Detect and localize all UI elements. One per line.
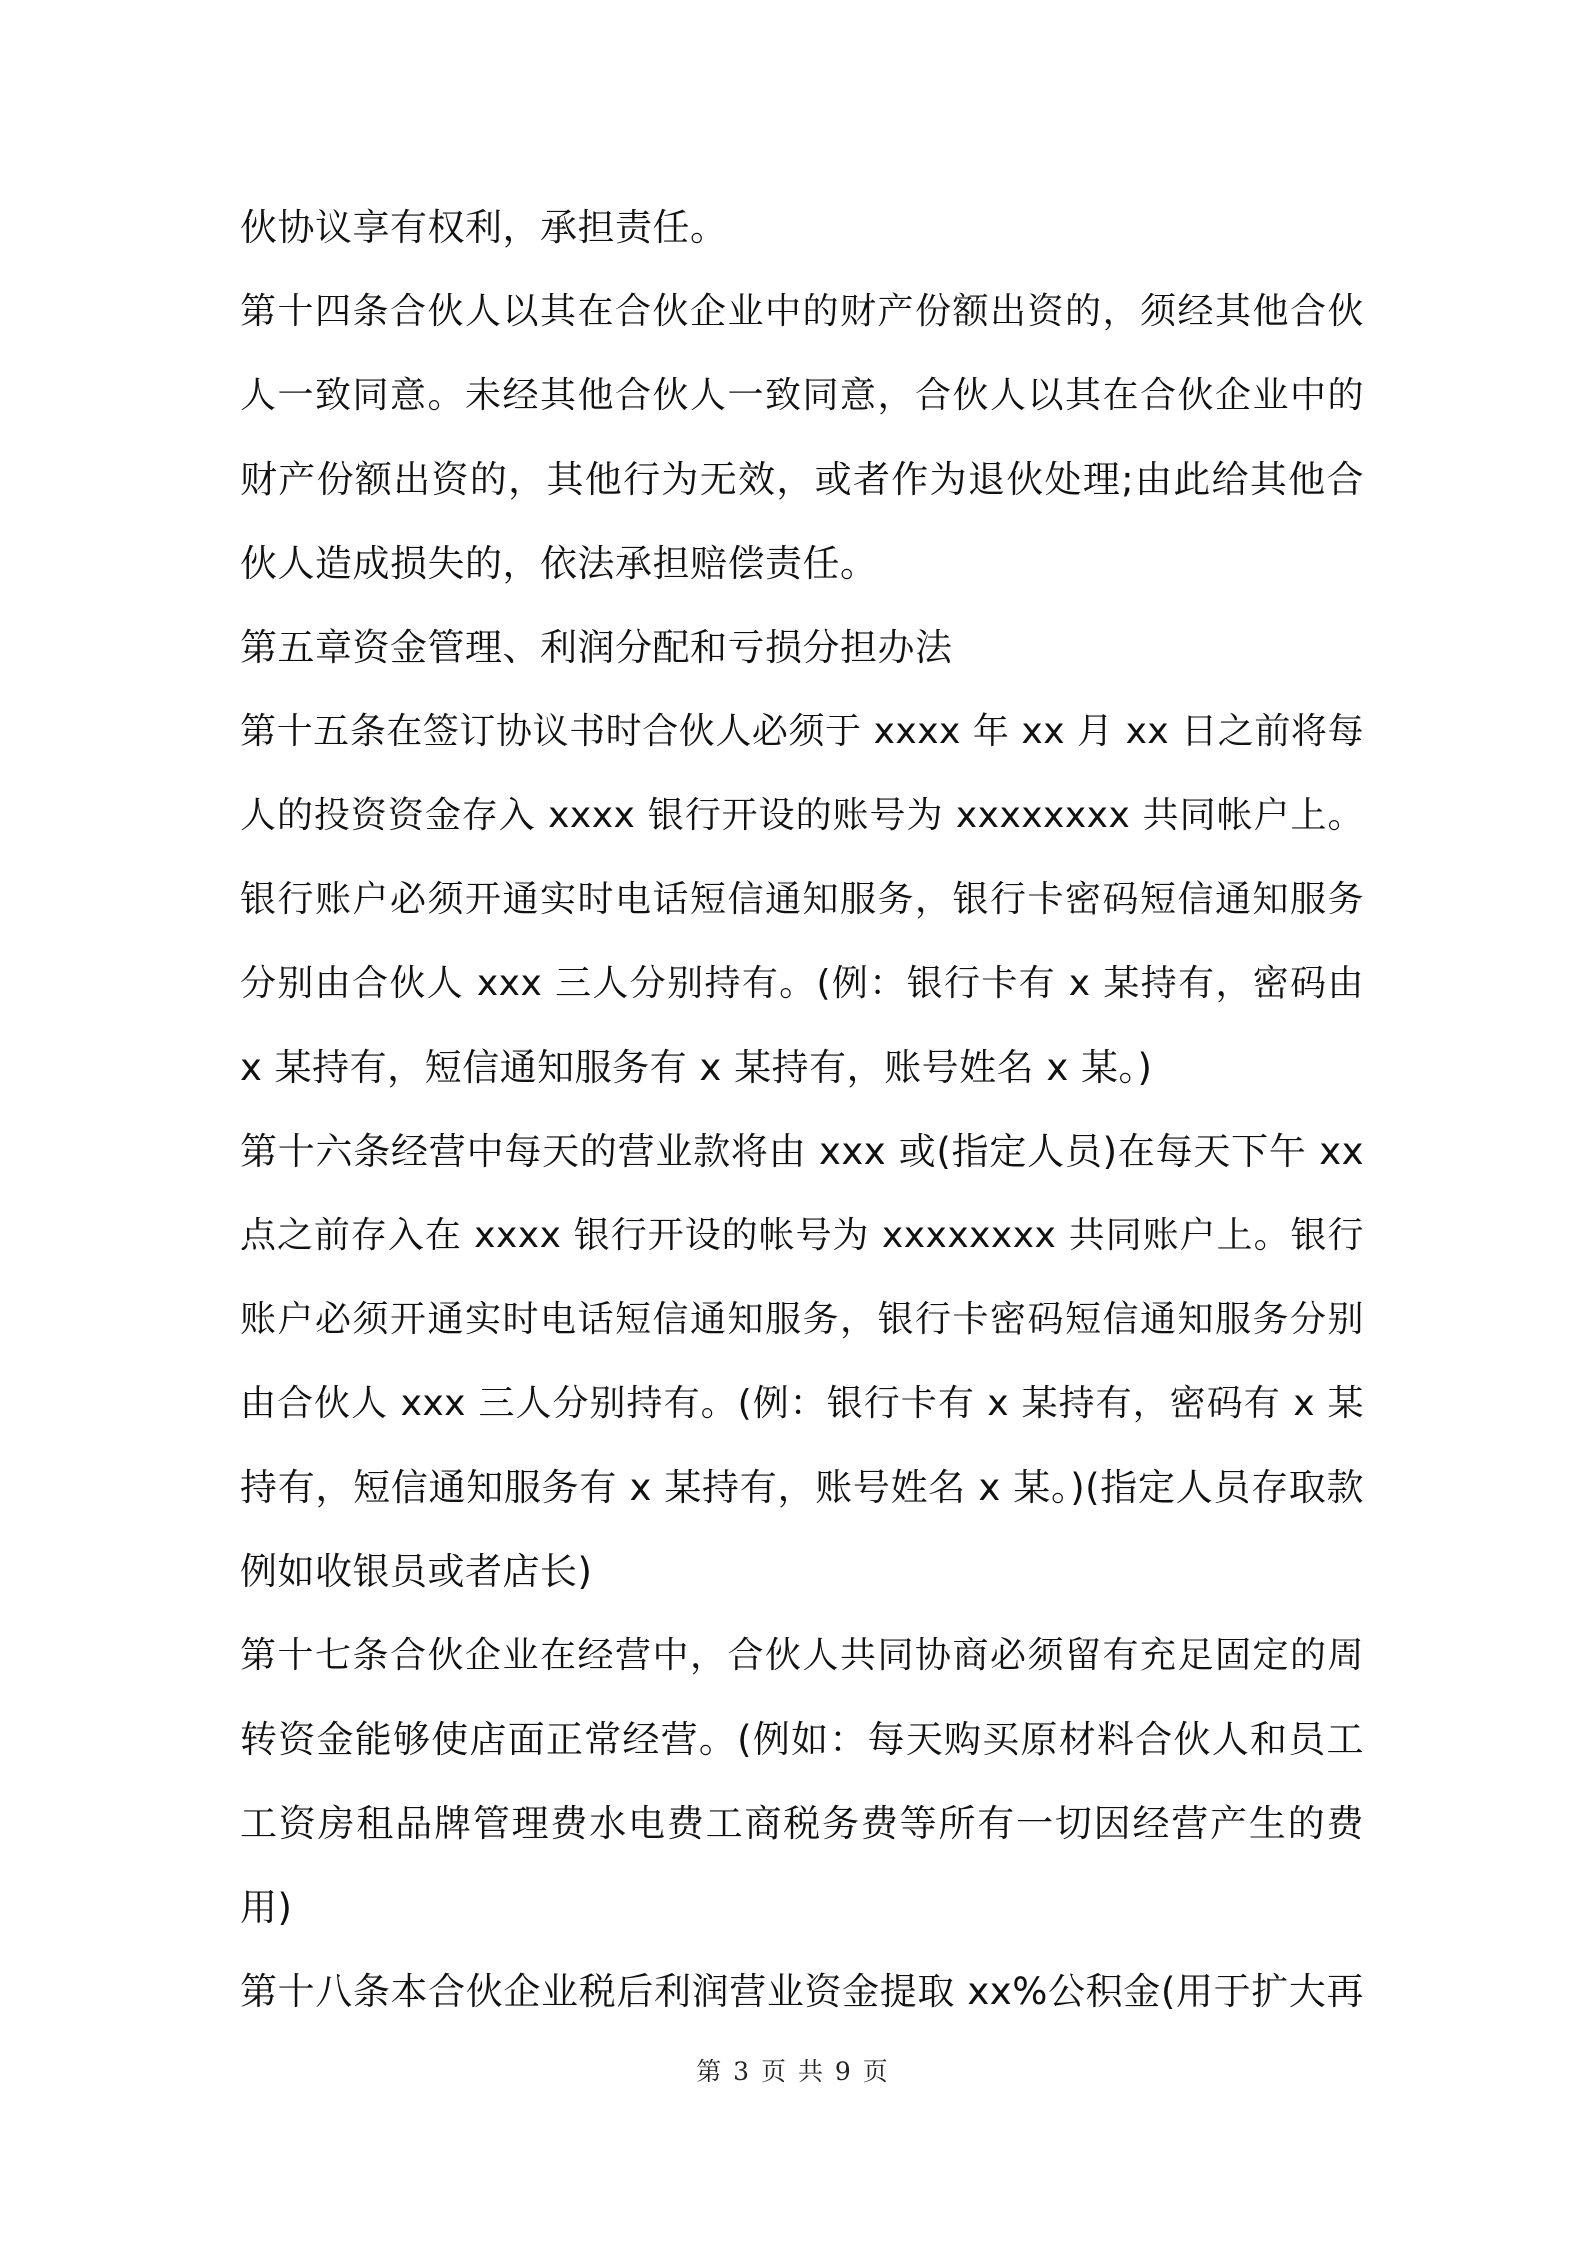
text-line: 第十八条本合伙企业税后利润营业资金提取 xx%公积金(用于扩大再	[240, 1970, 1364, 2013]
text-line: 例如收银员或者店长)	[240, 1550, 593, 1593]
text-line: 第十七条合伙企业在经营中，合伙人共同协商必须留有充足固定的周	[240, 1635, 1364, 1676]
text-line: 持有，短信通知服务有 x 某持有，账号姓名 x 某。)(指定人员存取款	[240, 1466, 1364, 1509]
text-line: 由合伙人 xxx 三人分别持有。(例：银行卡有 x 某持有，密码有 x 某	[240, 1383, 1364, 1424]
text-line: 转资金能够使店面正常经营。(例如：每天购买原材料合伙人和员工	[240, 1718, 1364, 1761]
text-line: 第十六条经营中每天的营业款将由 xxx 或(指定人员)在每天下午 xx	[240, 1130, 1364, 1173]
text-line: 财产份额出资的，其他行为无效，或者作为退伙处理;由此给其他合	[240, 458, 1364, 501]
text-line: 账户必须开通实时电话短信通知服务，银行卡密码短信通知服务分别	[240, 1299, 1364, 1340]
chapter-heading: 第五章资金管理、利润分配和亏损分担办法	[240, 626, 953, 669]
document-body	[240, 186, 1364, 2034]
text-line: x 某持有，短信通知服务有 x 某持有，账号姓名 x 某。)	[240, 1046, 1153, 1089]
text-line: 伙人造成损失的，依法承担赔偿责任。	[240, 542, 878, 585]
text-line: 银行账户必须开通实时电话短信通知服务，银行卡密码短信通知服务	[240, 879, 1364, 920]
text-line: 第十五条在签订协议书时合伙人必须于 xxxx 年 xx 月 xx 日之前将每	[240, 711, 1364, 752]
text-line: 工资房租品牌管理费水电费工商税务费等所有一切因经营产生的费	[240, 1802, 1364, 1845]
text-line: 伙协议享有权利，承担责任。	[240, 206, 728, 249]
text-line: 分别由合伙人 xxx 三人分别持有。(例：银行卡有 x 某持有，密码由	[240, 963, 1364, 1004]
text-line: 人一致同意。未经其他合伙人一致同意，合伙人以其在合伙企业中的	[240, 375, 1364, 416]
text-line: 人的投资资金存入 xxxx 银行开设的账号为 xxxxxxxx 共同帐户上。	[240, 795, 1364, 836]
text-line: 第十四条合伙人以其在合伙企业中的财产份额出资的，须经其他合伙	[240, 291, 1364, 332]
page-number-footer: 第 3 页 共 9 页	[696, 2057, 890, 2086]
text-line: 点之前存入在 xxxx 银行开设的帐号为 xxxxxxxx 共同账户上。银行	[240, 1215, 1364, 1256]
text-line: 用)	[240, 1886, 293, 1929]
